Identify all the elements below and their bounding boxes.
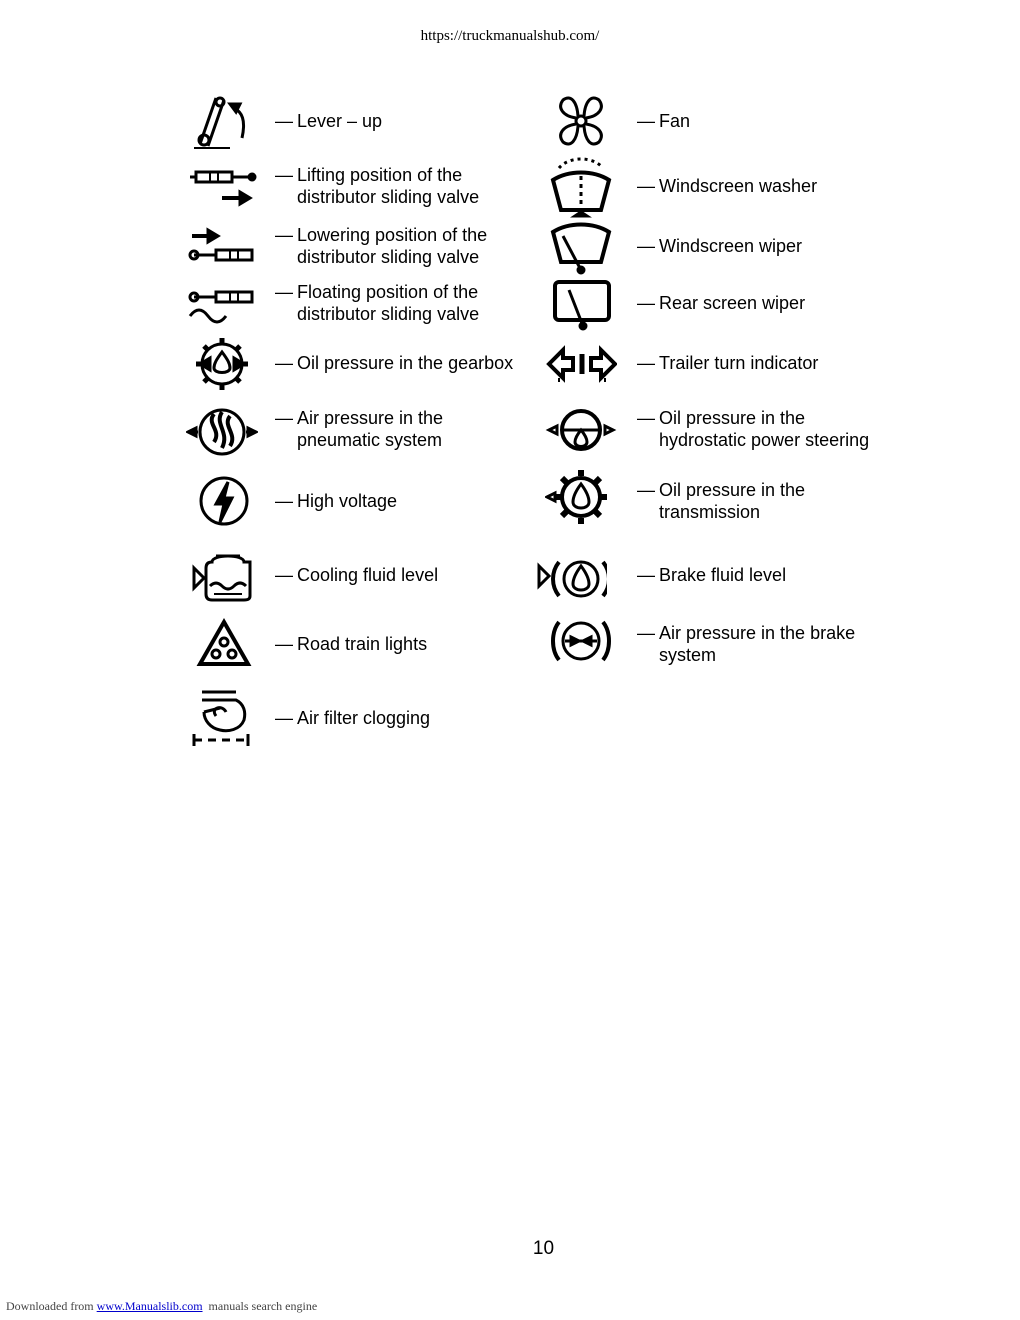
air-filter-clogging-icon <box>186 686 258 748</box>
label-cooling-fluid-level: — Cooling fluid level <box>275 565 439 585</box>
high-voltage-icon <box>186 470 258 532</box>
label-valve-lifting: — Lifting position of the distributor sliding valve <box>275 165 480 207</box>
label-transmission-oil-pressure: — Oil pressure in the transmission <box>637 480 806 522</box>
label-windscreen-wiper: — Windscreen wiper <box>637 236 803 256</box>
footer <box>6 1299 317 1314</box>
label-high-voltage: — High voltage <box>275 491 398 511</box>
valve-lifting-icon <box>186 156 258 218</box>
road-train-lights-icon <box>186 614 258 676</box>
footer-suffix: manuals search engine <box>202 1299 318 1313</box>
label-valve-floating: — Floating position of the distributor sliding valve <box>275 282 480 324</box>
rear-screen-wiper-icon <box>545 274 617 336</box>
label-power-steering-oil-pressure: — Oil pressure in the hydrostatic power steering <box>637 408 870 450</box>
manualslib-link[interactable]: www.Manualslib.com <box>96 1299 203 1313</box>
label-valve-lowering: — Lowering position of the distributor sliding valve <box>275 225 488 267</box>
header-url: https://truckmanualshub.com/ <box>420 28 600 44</box>
cooling-fluid-level-icon <box>186 546 258 608</box>
pneumatic-air-pressure-icon <box>186 400 258 462</box>
brake-fluid-level-icon <box>535 548 607 610</box>
brake-air-pressure-icon <box>545 610 617 672</box>
lever-up-icon <box>186 90 258 152</box>
label-pneumatic-air-pressure: — Air pressure in the pneumatic system <box>275 408 444 450</box>
label-lever-up: — Lever – up <box>275 111 383 131</box>
transmission-oil-pressure-icon <box>545 466 617 528</box>
power-steering-oil-pressure-icon <box>545 400 617 462</box>
valve-floating-icon <box>186 276 258 338</box>
windscreen-washer-icon <box>545 156 617 218</box>
footer-prefix: Downloaded from <box>6 1299 97 1313</box>
trailer-turn-indicator-icon <box>545 334 617 396</box>
label-brake-fluid-level: — Brake fluid level <box>637 565 787 585</box>
fan-icon <box>545 90 617 152</box>
label-trailer-turn-indicator: — Trailer turn indicator <box>637 353 819 373</box>
label-windscreen-washer: — Windscreen washer <box>637 176 818 196</box>
windscreen-wiper-icon <box>545 216 617 278</box>
page-number: 10 <box>532 1238 555 1259</box>
label-rear-screen-wiper: — Rear screen wiper <box>637 293 806 313</box>
label-fan: — Fan <box>637 111 691 131</box>
label-air-filter-clogging: — Air filter clogging <box>275 708 431 728</box>
label-brake-air-pressure: — Air pressure in the brake system <box>637 623 856 665</box>
label-gearbox-oil-pressure: — Oil pressure in the gearbox <box>275 353 514 373</box>
gearbox-oil-pressure-icon <box>186 334 258 396</box>
label-road-train-lights: — Road train lights <box>275 634 428 654</box>
valve-lowering-icon <box>186 218 258 280</box>
